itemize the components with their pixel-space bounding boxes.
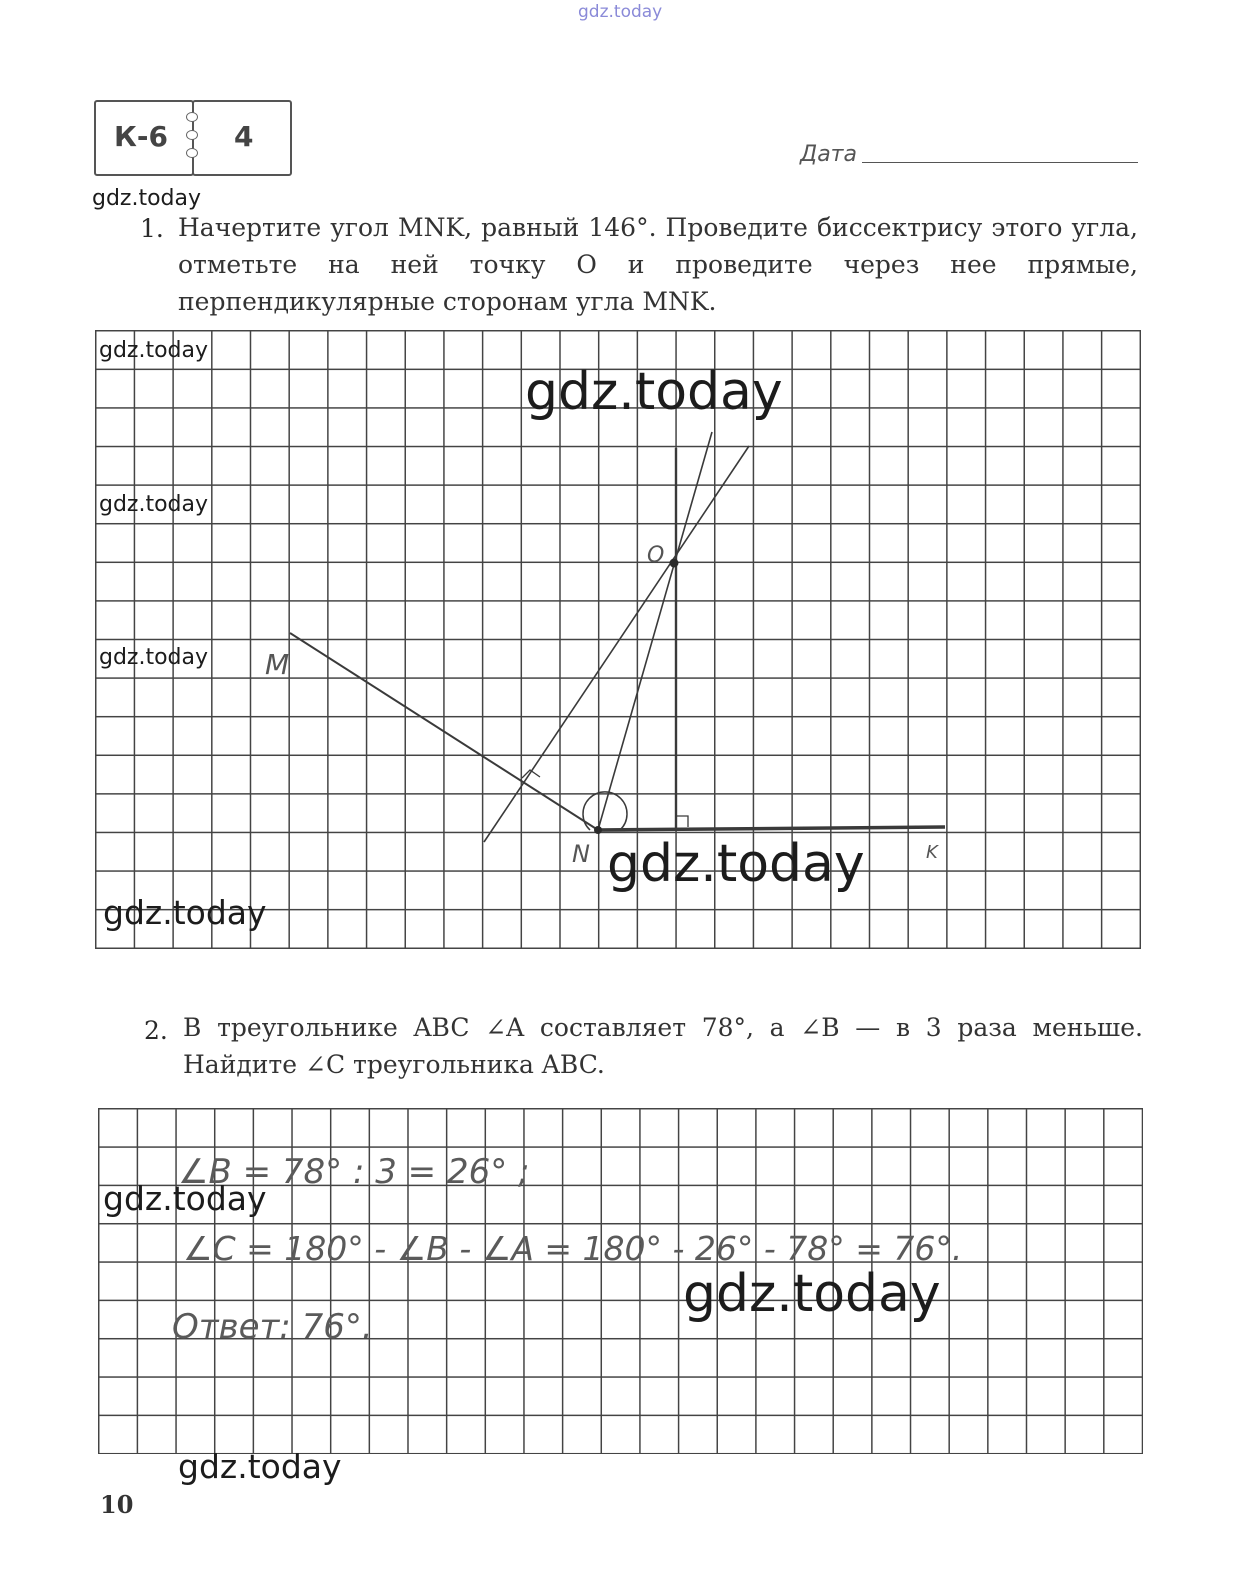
task1-text: Начертите угол MNK, равный 146°. Проведите биссектрису этого угла, отметьте на ней точку O и проведите через нее прямые, перпендикулярные сторонам угла MNK. bbox=[178, 213, 1138, 316]
watermark: gdz.today bbox=[99, 338, 209, 363]
badge-variant: 4 bbox=[234, 120, 254, 153]
watermark: gdz.today bbox=[178, 1447, 342, 1486]
page-number: 10 bbox=[100, 1490, 134, 1519]
badge-code: К-6 bbox=[114, 120, 168, 153]
watermark: gdz.today bbox=[99, 492, 209, 517]
watermark: gdz.today bbox=[683, 1264, 941, 1324]
solution-line-2: ∠C = 180° - ∠B - ∠A = 180° - 26° - 78° = 76°. bbox=[183, 1229, 963, 1268]
watermark: gdz.today bbox=[99, 645, 209, 670]
label-k: K bbox=[926, 842, 938, 863]
label-n: N bbox=[572, 840, 590, 868]
solution-answer: Ответ: 76°. bbox=[172, 1307, 373, 1347]
task2-text: В треугольнике ABC ∠A составляет 78°, а ∠B — в 3 раза меньше. Найдите ∠C треугольника ABC. bbox=[183, 1013, 1143, 1079]
watermark: gdz.today bbox=[103, 1179, 267, 1218]
label-o: O bbox=[647, 543, 665, 568]
watermark: gdz.today bbox=[103, 893, 267, 932]
watermark-top: gdz.today bbox=[578, 2, 663, 22]
solution-line-1: ∠B = 78° : 3 = 26° ; bbox=[178, 1152, 530, 1192]
watermark: gdz.today bbox=[92, 186, 202, 211]
date-label: Дата bbox=[800, 142, 857, 167]
task2-number: 2. bbox=[144, 1016, 168, 1045]
watermark: gdz.today bbox=[525, 362, 783, 422]
watermark: gdz.today bbox=[607, 834, 865, 894]
task1-number: 1. bbox=[140, 214, 164, 243]
label-m: M bbox=[265, 648, 290, 681]
